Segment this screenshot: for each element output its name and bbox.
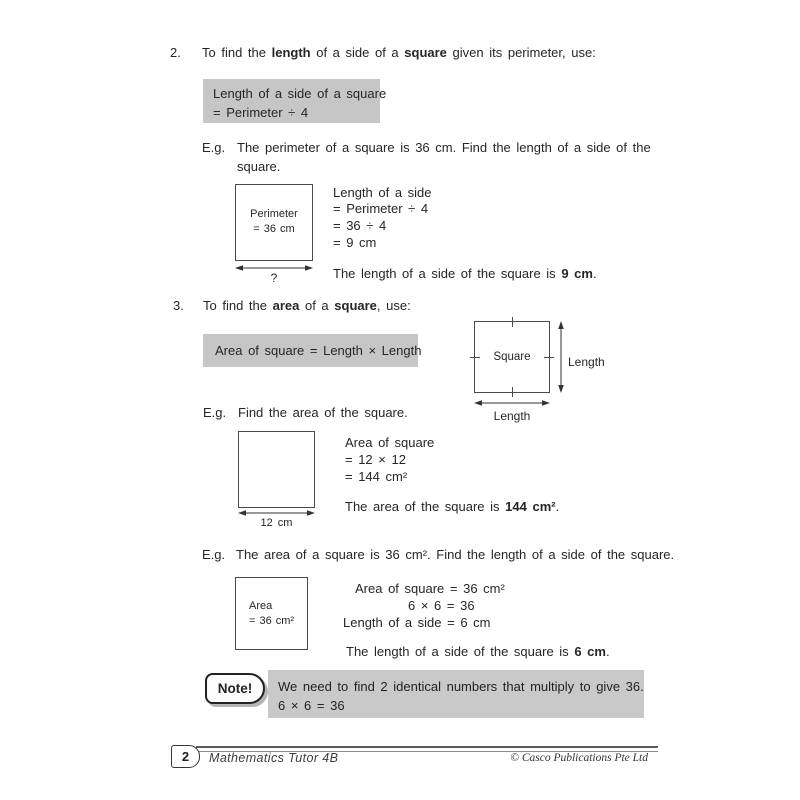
problem-line: The perimeter of a square is 36 cm. Find the length of a side of the xyxy=(237,140,651,155)
working-line: 6 × 6 = 36 xyxy=(408,598,475,613)
problem-line: Find the area of the square. xyxy=(238,405,408,420)
working-line: Length of a side xyxy=(333,185,432,200)
item-2-intro xyxy=(202,44,596,61)
diagram-label: Perimeter xyxy=(250,208,298,220)
intro-text: To find the xyxy=(202,45,272,60)
item-2-number: 2. xyxy=(170,45,181,60)
formula-line: = Perimeter ÷ 4 xyxy=(213,105,309,120)
conclusion-text xyxy=(333,265,597,282)
length-label-bottom: Length xyxy=(493,409,531,423)
conclusion-pre: The length of a side of the square is xyxy=(346,644,575,659)
working-line: Area of square xyxy=(345,435,435,450)
intro-text: of a xyxy=(299,298,335,313)
double-arrow-horizontal-icon xyxy=(474,399,550,407)
intro-text: of a side of a xyxy=(310,45,405,60)
diagram-label: Area xyxy=(249,600,273,612)
page-number-tab: 2 xyxy=(171,745,200,768)
working-line: Length of a side = 6 cm xyxy=(343,615,491,630)
square-diagram-perimeter xyxy=(235,184,313,261)
intro-bold: length xyxy=(271,45,311,60)
square-diagram-area36 xyxy=(235,577,308,650)
intro-bold: square xyxy=(404,45,447,60)
working-line: = 12 × 12 xyxy=(345,452,406,467)
tick-mark xyxy=(470,357,480,358)
formula-box-length xyxy=(203,79,387,123)
conclusion-text xyxy=(345,498,559,515)
example-label: E.g. xyxy=(202,140,226,155)
side-length-label: 12 cm xyxy=(260,517,293,529)
item-3-number: 3. xyxy=(173,298,184,313)
conclusion-answer: 144 cm² xyxy=(505,499,556,514)
problem-line: The area of a square is 36 cm². Find the length of a side of the square. xyxy=(236,547,675,562)
note-line: We need to find 2 identical numbers that multiply to give 36. xyxy=(278,679,644,694)
conclusion-post: . xyxy=(592,266,597,281)
conclusion-post: . xyxy=(605,644,610,659)
conclusion-text xyxy=(346,643,610,660)
working-line: = 36 ÷ 4 xyxy=(333,218,387,233)
copyright-text: © Casco Publications Pte Ltd xyxy=(510,752,648,764)
working-line: = 144 cm² xyxy=(345,469,408,484)
formula-box-area xyxy=(203,334,422,367)
note-badge: Note! xyxy=(205,673,265,704)
conclusion-pre: The area of the square is xyxy=(345,499,506,514)
tick-mark xyxy=(544,357,554,358)
formula-line: Area of square = Length × Length xyxy=(215,343,422,358)
problem-line: square. xyxy=(237,159,281,174)
square-diagram-12cm xyxy=(238,431,315,508)
conclusion-answer: 6 cm xyxy=(574,644,606,659)
conclusion-pre: The length of a side of the square is xyxy=(333,266,562,281)
book-title: Mathematics Tutor 4B xyxy=(209,751,339,765)
square-diagram-labeled xyxy=(474,321,550,393)
formula-line: Length of a side of a square xyxy=(213,86,387,101)
double-arrow-vertical-icon xyxy=(556,321,566,393)
intro-text: given its perimeter, use: xyxy=(446,45,596,60)
working-line: = 9 cm xyxy=(333,235,377,250)
diagram-label: = 36 cm² xyxy=(249,615,295,627)
note-box xyxy=(268,670,644,718)
working-line: Area of square = 36 cm² xyxy=(355,581,505,596)
example-label: E.g. xyxy=(203,405,227,420)
diagram-label: = 36 cm xyxy=(253,223,295,235)
intro-bold: area xyxy=(272,298,300,313)
note-line: 6 × 6 = 36 xyxy=(278,698,345,713)
intro-bold: square xyxy=(334,298,377,313)
intro-text: , use: xyxy=(376,298,411,313)
length-label-right: Length xyxy=(568,355,605,369)
conclusion-post: . xyxy=(555,499,560,514)
conclusion-answer: 9 cm xyxy=(561,266,593,281)
diagram-label: Square xyxy=(493,350,531,363)
intro-text: To find the xyxy=(203,298,273,313)
item-3-intro xyxy=(203,297,411,314)
tick-mark xyxy=(512,317,513,327)
tick-mark xyxy=(512,387,513,397)
example-label: E.g. xyxy=(202,547,226,562)
question-mark-label: ? xyxy=(270,271,278,285)
working-line: = Perimeter ÷ 4 xyxy=(333,201,429,216)
